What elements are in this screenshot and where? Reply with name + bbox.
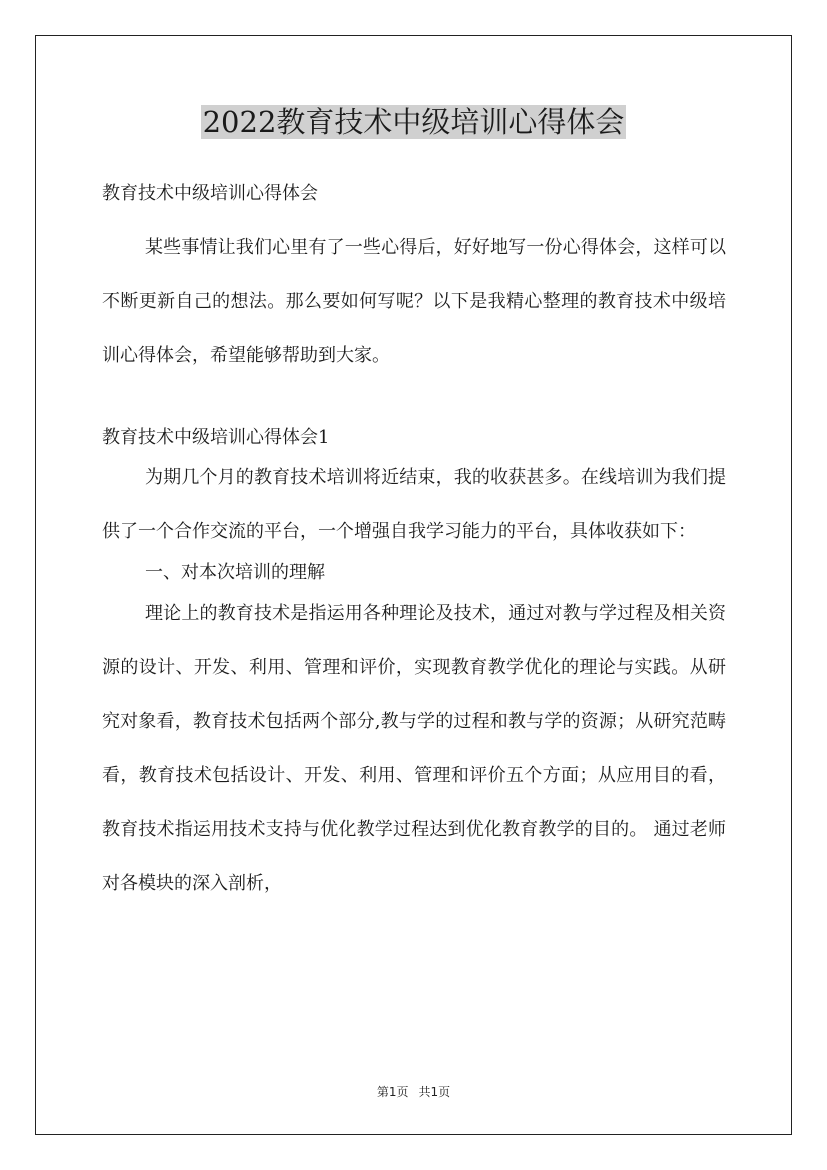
page-total: 共1页 <box>418 1085 451 1099</box>
section-paragraph-1: 为期几个月的教育技术培训将近结束，我的收获甚多。在线培训为我们提供了一个合作交流的平台，一个增强自我学习能力的平台，具体收获如下： <box>102 467 726 542</box>
intro-paragraph: 某些事情让我们心里有了一些心得后，好好地写一份心得体会，这样可以不断更新自己的想法。那么要如何写呢？以下是我精心整理的教育技术中级培训心得体会，希望能够帮助到大家。 <box>102 237 726 366</box>
document-subtitle: 教育技术中级培训心得体会 <box>102 183 318 204</box>
document-title-text: 2022教育技术中级培训心得体会 <box>202 105 625 139</box>
section-heading-1: 一、对本次培训的理解 <box>145 562 325 583</box>
section-title: 教育技术中级培训心得体会1 <box>102 427 330 448</box>
page-footer <box>0 1083 827 1100</box>
document-title <box>0 102 827 142</box>
document-body <box>102 180 726 911</box>
section-paragraph-2: 理论上的教育技术是指运用各种理论及技术，通过对教与学过程及相关资源的设计、开发、利用、管理和评价，实现教育教学优化的理论与实践。从研究对象看，教育技术包括两个部分,教与学的过程和教与学的资源；从研究范畴看，教育技术包括设计、开发、利用、管理和评价五个方面；从应用目的看，教育技术指运用技术支持与优化教学过程达到优化教育教学的目的。 通过老师对各模块的深入剖析， <box>102 603 726 894</box>
page-number: 第1页 <box>376 1085 409 1099</box>
